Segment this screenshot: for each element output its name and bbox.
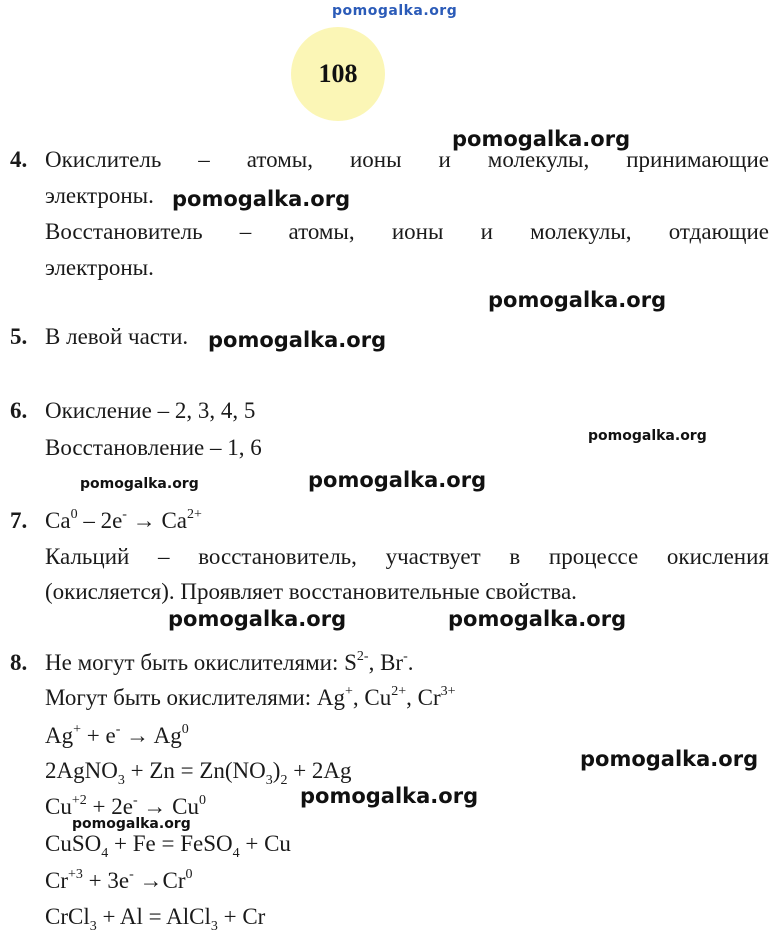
watermark: pomogalka.org xyxy=(72,816,191,832)
question-7-line-3: (окисляется). Проявляет восстановительные свойства. xyxy=(45,579,577,604)
watermark: pomogalka.org xyxy=(452,127,631,151)
question-6-line-2: Восстановление – 1, 6 xyxy=(45,435,262,460)
question-8-equation-1: $Ag^+ + e^- \to Ag^0$ xyxy=(45,722,189,748)
question-8-equation-6: CrCl$_3$ + Al = AlCl$_3$ + Cr xyxy=(45,904,266,934)
question-5-number: 5. xyxy=(10,324,28,349)
watermark: pomogalka.org xyxy=(448,607,627,631)
question-7-equation: $Ca^0 - 2e^- \to Ca^{2+}$ xyxy=(45,507,202,533)
watermark: pomogalka.org xyxy=(300,784,479,808)
question-4-line-4: электроны. xyxy=(45,255,154,280)
question-8-number: 8. xyxy=(10,650,28,675)
question-4-number: 4. xyxy=(10,147,28,172)
question-7-line-2: Кальций – восстановитель, участвует в процессе окисления xyxy=(45,544,769,569)
question-6-line-1: Окисление – 2, 3, 4, 5 xyxy=(45,398,256,423)
watermark: pomogalka.org xyxy=(580,747,759,771)
question-8-line-1: Не могут быть окислителями: $S^{2-}$, Br-. xyxy=(45,649,414,675)
question-6-number: 6. xyxy=(10,398,28,423)
question-8-line-2: Могут быть окислителями: Ag+, $Cu^{2+}$, $Cr^{3+}$ xyxy=(45,684,456,710)
question-8-equation-5: $Cr^{+3} + 3e^- \to Cr^0$ xyxy=(45,867,193,893)
watermark: pomogalka.org xyxy=(80,476,199,492)
question-5-line-1: В левой части. xyxy=(45,324,189,349)
question-4-line-2: электроны. xyxy=(45,183,154,208)
page-number-badge xyxy=(291,27,385,121)
question-4-line-3: Восстановитель – атомы, ионы и молекулы, отдающие xyxy=(45,219,769,244)
watermark: pomogalka.org xyxy=(308,468,487,492)
question-8-equation-3: $Cu^{+2} + 2e^- \to Cu^0$ xyxy=(45,793,206,819)
watermark: pomogalka.org xyxy=(588,428,707,444)
watermark: pomogalka.org xyxy=(172,187,351,211)
question-8-equation-2: 2AgNO$_3$ + $Zn = Zn(NO_3)_2 + 2Ag$ xyxy=(45,758,352,788)
site-watermark-top: pomogalka.org xyxy=(332,3,458,19)
question-4-line-1: Окислитель – атомы, ионы и молекулы, принимающие xyxy=(45,147,769,172)
watermark: pomogalka.org xyxy=(488,288,667,312)
watermark: pomogalka.org xyxy=(168,607,347,631)
watermark: pomogalka.org xyxy=(208,328,387,352)
page-number: 108 xyxy=(318,59,358,88)
question-7-number: 7. xyxy=(10,508,28,533)
question-8-equation-4: CuSO$_4$ + Fe = FeSO$_4$ + Cu xyxy=(45,831,291,861)
